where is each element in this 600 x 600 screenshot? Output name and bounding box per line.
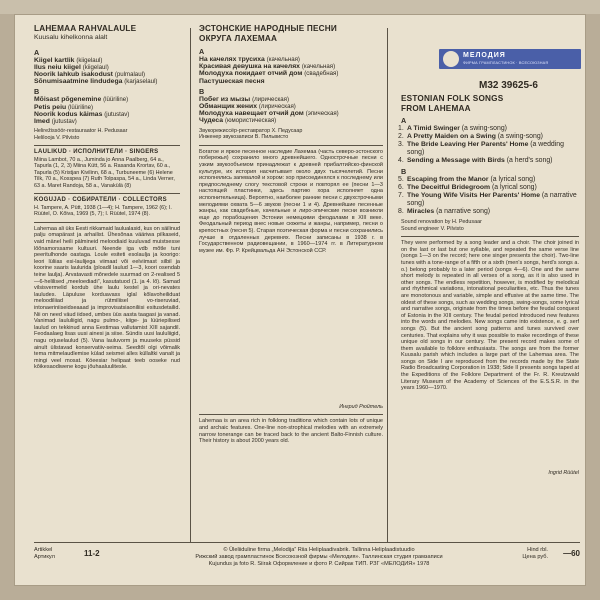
english-side-a-tracks — [398, 125, 579, 165]
estonian-essay: Lahemaa ali üks Eesti rikkamaid laulualasid, kus on säilinud palju omapärast ja arhailist. Ühesõnaa vääriwa pilkaseid, vaid mänel heili pälmineid meloodiaid kuuluvad muistsesse lõõnamorssame kultuuri. Neende iga vdb mõtle tuni peeritulhonde oastaga. Loule esiteti esolaulja ja koorigo: leori lüliias esi-laulijega viimaat või eelviimast silbil ja koorine saaris laulurida (ploadil laulud 1—3, koori osendab teine laulja). Arvatavasti mõnedele suurmad on 2-realised 5—6-helilised „meeloediadi”, kasutatuod (1. ja 4. lõ). Samad vilsisvermelid kordub ühe laulu kestel ja ori-nevates lauludes. Läpuluse korduavass iglal kõlavoheiliduat meloodiliiad ja rütmiliisel vo-riseruviad, intonaeriniiseidseaaad ja improvisatsiaoniliisi esitusdetailid. Nii on need väud iidsed, umbes üüs aasta taagasi ja vanad. Vanimad laululiigid, nagu pulmo-, kiige- ja lüüriepilised laulud on tekkinud anna Eestimaa vallutamist XIII sajandil. Feodaalaeg lisas uusi ainesi ja siise. Sündis uusi laululiigid, nagu orjuselaulud (5). Vana lauluvorm ja muuseks püssid ainult ülistavad konservatiiv-seima. Seedtõl olgi võimalik tema mitmelaudlemise külad seismei alles küllaltki vanalt ja mingi veel mosat. Köeesiar helipaat teeb ooseke nud kõikesaodiwene kogu jõuhaaluulitesle. — [34, 225, 180, 371]
track-item — [34, 104, 180, 111]
track-item — [199, 110, 383, 117]
track-genre: (a narrative song) — [407, 192, 577, 207]
singers-list: Miina Lambot, 70 a., Juminda jo Anna Paalberg, 64 a., Tapurla (1, 2, 3) Miina Kütt, 56 a. Rasanda Krortav, 60 a., Tapurla (5) Kristjan Kivilinn, 68 a., Turbuneeme (6) Helene Tilk, 70 a., Kosspea (7) Ruth Tolpaspa, 54 a., Linda Verner, 63 a. Maret Randoja, 58 a., Vanakülä (8) — [34, 156, 175, 189]
track-number: 2. — [398, 133, 404, 140]
track-number: 3. — [398, 141, 404, 148]
engineer-credit-2: Helilooja V. Pilvisto — [34, 134, 80, 141]
track-item — [34, 118, 180, 125]
divider — [199, 145, 383, 146]
track-number: 7. — [398, 192, 404, 199]
track-genre: (pulmalaul) — [114, 70, 145, 78]
divider — [34, 145, 180, 146]
track-genre: (a wedding song) — [407, 141, 564, 156]
track-genre: (kiigelaul) — [82, 63, 109, 71]
track-title: Обманщик жених — [199, 103, 259, 111]
track-item — [398, 192, 579, 208]
track-title: The Young Wife Visits Her Parents' Home — [407, 192, 542, 199]
footer-line-1: © Üleliiduline firma „Melodija” Riia Heliplaadivabrik. Tallinna Heliplaadistuudio — [223, 547, 415, 553]
track-item — [398, 133, 579, 141]
track-title: The Bride Leaving Her Parents' Home — [407, 141, 531, 148]
track-number: 4. — [398, 157, 404, 164]
russian-title: ЭСТОНСКИЕ НАРОДНЫЕ ПЕСНИ — [199, 24, 337, 33]
side-b-label: B — [199, 86, 205, 96]
footer-price-label — [522, 547, 548, 561]
divider — [401, 236, 579, 237]
article-value: 11-2 — [84, 549, 100, 558]
engineer-credit: Helirežissöör-restauraator H. Pedusaar — [34, 128, 128, 135]
track-number: 5. — [398, 176, 404, 183]
track-item — [398, 184, 579, 192]
track-item — [34, 57, 180, 64]
track-genre: (jutustav) — [104, 110, 130, 118]
english-essay: They were performed by a song leader and a choir. The choir joined in on the last or last but one syllable, and repeated the same verse line (songs 1—3 on the record; here one singer presents the choir). Two-line tunes with a tone-range of a fifth or a sixth (men's songs, herd's songs a. o.) belong probably to a later period (songs 4—6). One and the same short melody is repeated in all verses of a song, as it is also used in other songs. The endless repetition, however, is modified by melodical and rhythmical variations, intonational peculiarities, etc. Thus the tunes are monotonous and variable, simple and effusive at the same time. The oldest of these songs, such as wedding songs, swing-songs, some lyrical and narrative songs, originate from the times before the feudal conquest of Estonia in the XIII century. The feudal period introduced new features into the words and melodies. New songs came into existence, e. g. serf songs (5). But the ancient song patterns and tunes survived over centuries. That explains why it was possible to make recordings of these unique old songs in our century. The present record makes some of them available to folklore enthusiasts. The songs are from the former Kuusalu parish which includes a large part of the Lahemaa area. The songs on Side I are reproduced from the records made by the State Radio Broadcasting Corporation in 1938; Side II presents songs taped at the Expeditions of the Folklore Department of the Fr. R. Kreutzwald Literary Museum of the Academy of Sciences of the E.S.S.R. in the years 1960—1970. — [401, 240, 579, 392]
track-genre: (karjaselaul) — [124, 78, 158, 86]
track-item — [34, 96, 180, 103]
english-signature: Ingrid Rüütel — [548, 470, 579, 477]
track-item — [34, 78, 180, 85]
engineer-credit: Звукорежиссёр-реставратор Х. Педусаар — [199, 127, 303, 134]
english-column — [398, 94, 579, 477]
track-number: 6. — [398, 184, 404, 191]
track-genre: (лирическая) — [258, 103, 296, 111]
english-essay-start: Lahemaa is an area rich in folklong traditions which contain lots of unique and archaic features. One-line non-strophical melodies with an extremely narrow tonerange can be traced back to the ancient Balto-Finnish culture. Their history is about 2000 years old. — [199, 418, 383, 445]
side-a-label: A — [401, 116, 407, 125]
side-b-label: B — [34, 87, 40, 97]
hind-label: Hind rbl. — [527, 547, 548, 553]
melodiya-logo — [439, 49, 581, 69]
english-subtitle: FROM LAHEMAA — [401, 103, 471, 113]
estonian-side-b-tracks — [34, 96, 180, 125]
artikul-label: Артикул — [34, 554, 55, 560]
estonian-title: LAHEMAA RAHVALAULE — [34, 24, 137, 33]
track-item — [199, 78, 383, 85]
track-item — [199, 96, 383, 103]
track-title: На качелях трусиха — [199, 56, 267, 63]
track-item — [398, 125, 579, 133]
track-title: Noorik kodus käimas — [34, 110, 105, 118]
track-title: Sõnumisaatmine lindudega — [34, 78, 125, 86]
track-genre: (эпическая) — [305, 110, 339, 118]
logo-subtext: ФИРМА ГРАМПЛАСТИНОК · ВСЕСОЮЗНАЯ — [463, 61, 549, 65]
footer-credits — [124, 547, 514, 568]
track-item — [398, 208, 579, 216]
estonian-subtitle: Kuusalu kihelkonna alalt — [34, 33, 108, 41]
track-item — [199, 56, 383, 63]
footer-article — [34, 547, 55, 561]
artikkel-label: Artikkel — [34, 547, 53, 553]
collectors-list: H. Tampere, A. Pütt, 1938 (1—4); H. Tampere, 1962 (6); I. Rüütel, O. Kõiva, 1969 (5, 7); I. Rüütel, 1974 (8). — [34, 204, 172, 218]
track-title: Молодуха покидает отчий дом — [199, 70, 305, 78]
estonian-column — [34, 24, 180, 476]
track-title: Побег из мызы — [199, 95, 253, 103]
track-title: The Deceitful Bridegroom — [407, 184, 492, 191]
russian-side-a-tracks — [199, 56, 383, 85]
track-genre: (a lyrical song) — [490, 176, 536, 183]
column-divider — [190, 28, 191, 543]
footer-line-3: Kujundus ja foto R. Siirak Оформление и фото Р. Сийрак ТИП. РЗГ «МЕЛОДИЯ» 1978 — [208, 561, 430, 567]
track-title: Escaping from the Manor — [407, 176, 491, 183]
engineer-credit-2: Инженер звукозаписи В. Пильвисто — [199, 134, 289, 141]
track-genre: (a swing-song) — [461, 125, 507, 132]
track-genre: (kiigelaul) — [76, 56, 103, 64]
collectors-label: KOGUJAD · СОБИРАТЕЛИ · COLLECTORS — [34, 197, 167, 204]
side-a-label: A — [199, 47, 205, 56]
track-item — [199, 117, 383, 124]
track-genre: (a swing-song) — [497, 133, 543, 140]
logo-text: МЕЛОДИЯ — [463, 52, 506, 59]
track-title: Молодуха навещает отчий дом — [199, 110, 306, 118]
divider — [199, 414, 383, 415]
track-title: A Timid Swinger — [407, 125, 462, 132]
track-item — [398, 141, 579, 157]
track-genre: (лирическая) — [252, 95, 290, 103]
track-item — [398, 157, 579, 165]
track-item — [34, 64, 180, 71]
track-genre: (a herd's song) — [506, 157, 553, 164]
track-title: Imed — [34, 117, 52, 125]
track-title: Mõisast põgenemine — [34, 96, 104, 104]
sleeve-top-edge — [0, 0, 600, 14]
record-sleeve-back — [14, 14, 586, 586]
price-value: —60 — [563, 549, 580, 558]
english-title: ESTONIAN FOLK SONGS — [401, 94, 504, 103]
track-title: A Pretty Maiden on a Swing — [407, 133, 498, 140]
tsena-label: Цена руб. — [522, 554, 548, 560]
catalog-code: М32 39625-6 — [479, 80, 538, 91]
column-divider — [387, 28, 388, 543]
track-genre: (качельная) — [301, 63, 336, 71]
logo-emblem-icon — [443, 51, 459, 67]
track-number: 1. — [398, 125, 404, 132]
track-genre: (a narrative song) — [436, 208, 491, 215]
track-genre: (качельная) — [266, 56, 300, 63]
track-item — [34, 111, 180, 118]
footer-rule — [34, 542, 580, 543]
english-side-b-tracks — [398, 176, 579, 216]
engineer-credit: Sound renovation by H. Pedusaar — [401, 219, 482, 225]
singers-label: LAULIKUD · ИСПОЛНИТЕЛИ · SINGERS — [34, 149, 159, 156]
divider — [34, 222, 180, 223]
engineer-credit-2: Sound engineer V. Pilvisto — [401, 225, 464, 232]
track-genre: (юмористическая) — [224, 117, 277, 125]
track-title: Красивая девушка на качелях — [199, 63, 302, 71]
side-a-label: A — [34, 47, 40, 57]
divider — [34, 193, 180, 194]
track-title: Kiigel kartlik — [34, 56, 77, 64]
track-title: Miracles — [407, 208, 437, 215]
track-genre: (a lyrical song) — [491, 184, 537, 191]
russian-column — [199, 24, 383, 445]
track-genre: (lüüriline) — [103, 96, 129, 104]
track-genre: (свадебная) — [304, 70, 339, 78]
track-number: 8. — [398, 208, 404, 215]
russian-signature: Ингрид Рюйтель — [339, 403, 383, 410]
track-genre: (lüüriline) — [68, 103, 94, 111]
track-title: Sending a Message with Birds — [407, 157, 507, 164]
track-title: Noorik lahkub isakodust — [34, 70, 115, 78]
track-title: Чудеса — [199, 117, 225, 125]
track-title: Пастушеская песня — [199, 77, 265, 85]
russian-subtitle: ОКРУГА ЛАХЕМАА — [199, 33, 278, 43]
estonian-side-a-tracks — [34, 57, 180, 86]
track-genre: (jutustav) — [51, 117, 77, 125]
side-b-label: B — [401, 167, 407, 176]
track-title: Petis peiu — [34, 103, 68, 111]
russian-side-b-tracks — [199, 96, 383, 125]
footer-line-2: Рижский завод грампластинок Всесоюзной фирмы «Мелодия». Таллинская студия грамзаписи — [195, 554, 443, 560]
russian-essay: Богатое и яркое песенное наследие Лахемаа (часть северо-эстонского побережья) сохранило много древнейшего. Однострочные песни с узким звукообъемом принадлежат к древней прибалтийско-финской культуре, их история насчитывает около двух тысячелетий. Песни исполнялись запевалой и хором: хор присоединялся к последнему или предпоследнему слогу текстовой строки и повторял ее (песни 1—3 настоящей пластинки, здесь партию хора исполняет одна исполнительница). Вероятно, наиболее ранние песни с двухстрочными мелодиями охвата 5—6 звуков (песни 1 и 4). Древнейшие песенные жанры, как свадебные, качельные и лиро-эпические песни возникли еще до порабощения Эстонии немецкими феодалами в XIII веке. Феодальный период внес новые сюжеты и жанры, например, песни о крепостных (песня 5). Старая поэтическая форма и песни сохранились лучше в отдаленных деревнях. Песни записаны в 1938 г. в Государственном радиовещании, в 1960—1974 гг. в Литературном музее им. Фр. Р. Крейцвальда АН Эстонской ССР. — [199, 148, 383, 254]
track-item — [199, 70, 383, 77]
track-item — [34, 71, 180, 78]
track-item — [398, 176, 579, 184]
track-title: Ilus neiu kiigel — [34, 63, 83, 71]
